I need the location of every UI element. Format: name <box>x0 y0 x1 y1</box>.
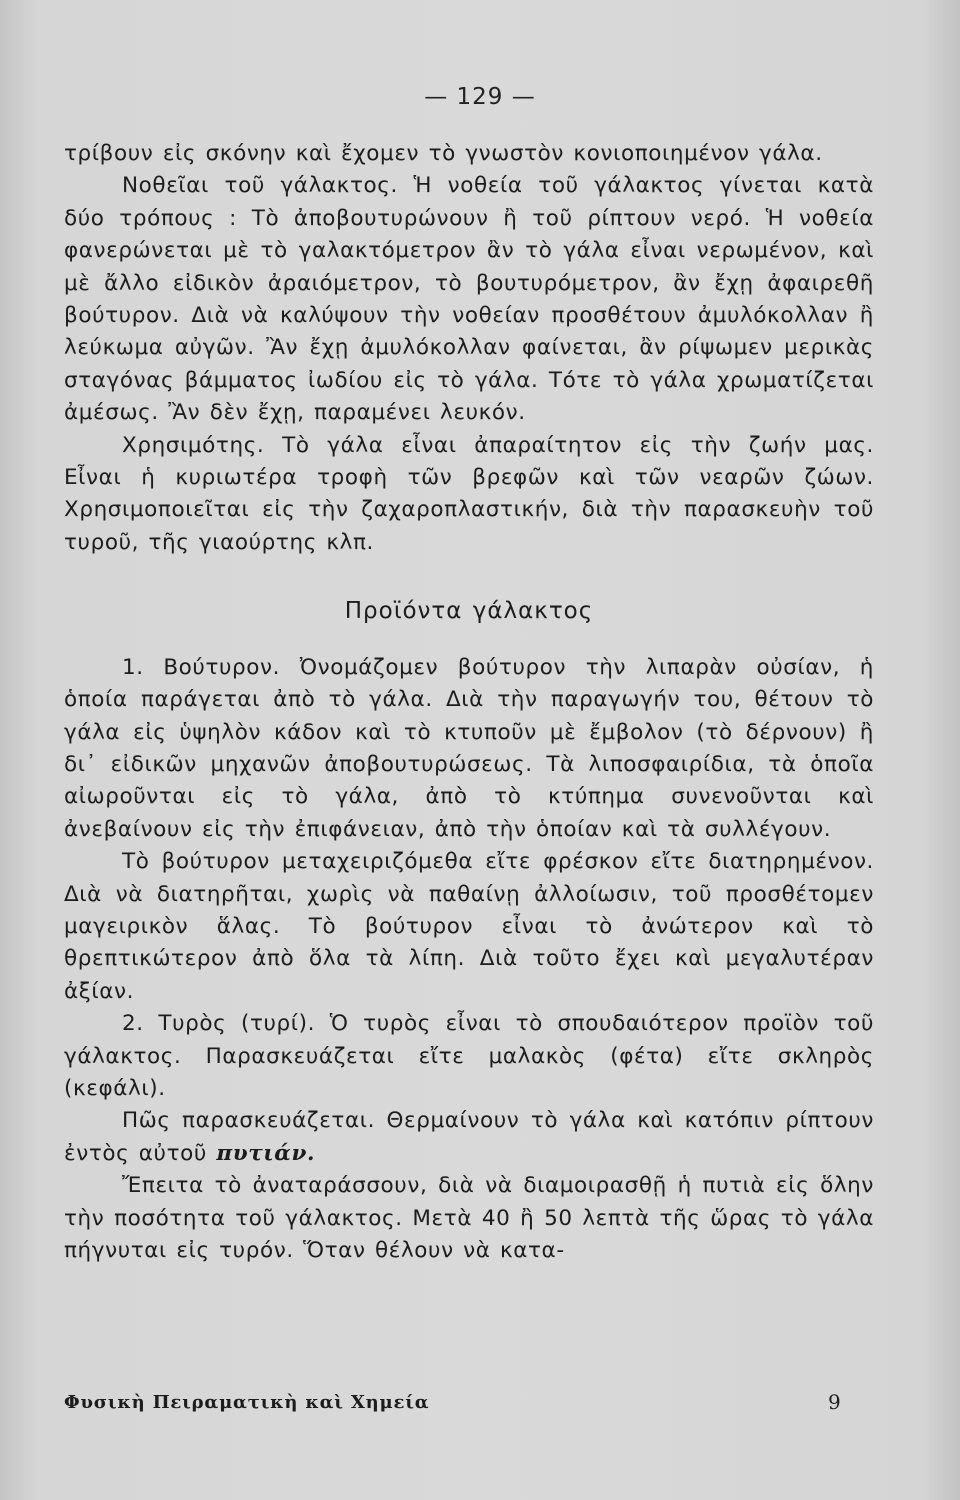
paragraph-text: Ὁ τυρὸς εἶναι τὸ σπουδαιότερον προϊὸν τοῦ γάλακτος. Παρασκευάζεται εἴτε μαλακὸς (φέτα) εἴτε σκληρὸς (κεφάλι). <box>64 1011 874 1101</box>
page-number: — 129 — <box>424 84 536 110</box>
italic-term: πυτιάν. <box>216 1140 316 1166</box>
paragraph-cheese <box>64 1008 874 1105</box>
paragraph-text: Ἡ νοθεία τοῦ γάλακτος γίνεται κατὰ δύο τρόπους : Τὸ ἀποβουτυρώνουν ἢ τοῦ ρίπτουν νερό. Ἡ νοθεία φανερώνεται μὲ τὸ γαλακτόμετρον ἂν τὸ γάλα εἶναι νερωμένον, καὶ μὲ ἄλλο εἰδικὸν ἀραιόμετρον, τὸ βουτυρόμετρον, ἂν ἔχῃ ἀφαιρεθῆ βούτυρον. Διὰ νὰ καλύψουν τὴν νοθείαν προσθέτουν ἀμυλόκολλαν ἢ λεύκωμα αὐγῶν. Ἂν ἔχῃ ἀμυλόκολλαν φαίνεται, ἂν ρίψωμεν μερικὰς σταγόνας βάμματος ἰωδίου εἰς τὸ γάλα. Τότε τὸ γάλα χρωματίζεται ἀμέσως. Ἂν δὲν ἔχῃ, παραμένει λευκόν. <box>64 173 874 426</box>
paragraph-heading: 1. Βούτυρον. <box>122 654 281 680</box>
paragraph-butter <box>64 652 874 846</box>
paragraph-text: Ὀνομάζομεν βούτυρον τὴν λιπαρὰν οὐσίαν, ἡ ὁποία παράγεται ἀπὸ τὸ γάλα. Διὰ τὴν παραγωγήν του, θέτουν τὸ γάλα εἰς ὑψηλὸν κάδον καὶ τὸ κτυποῦν μὲ ἔμβολον (τὸ δέρνουν) ἢ δι᾽ εἰδικῶν μηχανῶν ἀποβουτυρώσεως. Τὰ λιποσφαιρίδια, τὰ ὁποῖα αἰωροῦνται εἰς τὸ γάλα, ἀπὸ τὸ κτύπημα συνενοῦνται καὶ ἀνεβαίνουν εἰς τὴν ἐπιφάνειαν, ἀπὸ τὴν ὁποίαν καὶ τὰ συλλέγουν. <box>64 654 874 842</box>
body-text <box>64 138 874 1267</box>
section-title: Προϊόντα γάλακτος <box>344 598 594 625</box>
paragraph-curdling: Ἔπειτα τὸ ἀναταράσσουν, διὰ νὰ διαμοιρασθῇ ἡ πυτιὰ εἰς ὅλην τὴν ποσότητα τοῦ γάλακτος. Μετὰ 40 ἢ 50 λεπτὰ τῆς ὥρας τὸ γάλα πήγνυται εἰς τυρόν. Ὅταν θέλουν νὰ κατα- <box>64 1173 874 1263</box>
paragraph-text: Τὸ γάλα εἶναι ἀπαραίτητον εἰς τὴν ζωήν μας. Εἶναι ἡ κυριωτέρα τροφὴ τῶν βρεφῶν καὶ τῶν νεαρῶν ζώων. Χρησιμοποιεῖται εἰς τὴν ζαχαροπλαστικήν, διὰ τὴν παρασκευὴν τοῦ τυροῦ, τῆς γιαούρτης κλπ. <box>64 432 874 555</box>
paragraph-cheese-preparation <box>64 1105 874 1170</box>
paragraph-adulteration <box>64 170 874 429</box>
paragraph-usefulness <box>64 430 874 560</box>
paragraph-butter-storage: Τὸ βούτυρον μεταχειριζόμεθα εἴτε φρέσκον εἴτε διατηρημένον. Διὰ νὰ διατηρῆται, χωρὶς νὰ παθαίνῃ ἀλλοίωσιν, τοῦ προσθέτομεν μαγειρικὸν ἅλας. Τὸ βούτυρον εἶναι τὸ ἀνώτερον καὶ τὸ θρεπτικώτερον ἀπὸ ὅλα τὰ λίπη. Διὰ τοῦτο ἔχει καὶ μεγαλυτέραν ἀξίαν. <box>64 849 874 1004</box>
paragraph-heading: Χρησιμότης. <box>122 432 265 458</box>
signature-mark: 9 <box>828 1390 841 1414</box>
footer-book-title: Φυσικὴ Πειραματικὴ καὶ Χημεία <box>64 1392 430 1413</box>
paragraph-heading: 2. Τυρὸς (τυρί). <box>122 1011 316 1037</box>
paragraph-heading: Νοθεῖαι τοῦ γάλακτος. <box>122 173 398 199</box>
paragraph-powdered-milk: τρίβουν εἰς σκόνην καὶ ἔχομεν τὸ γνωστὸν κονιοποιημένον γάλα. <box>64 141 823 166</box>
paragraph-text: Θερμαίνουν τὸ γάλα καὶ κατόπιν ρίπτουν ἐντὸς αὐτοῦ <box>64 1108 874 1166</box>
paragraph-heading: Πῶς παρασκευάζεται. <box>122 1108 376 1134</box>
